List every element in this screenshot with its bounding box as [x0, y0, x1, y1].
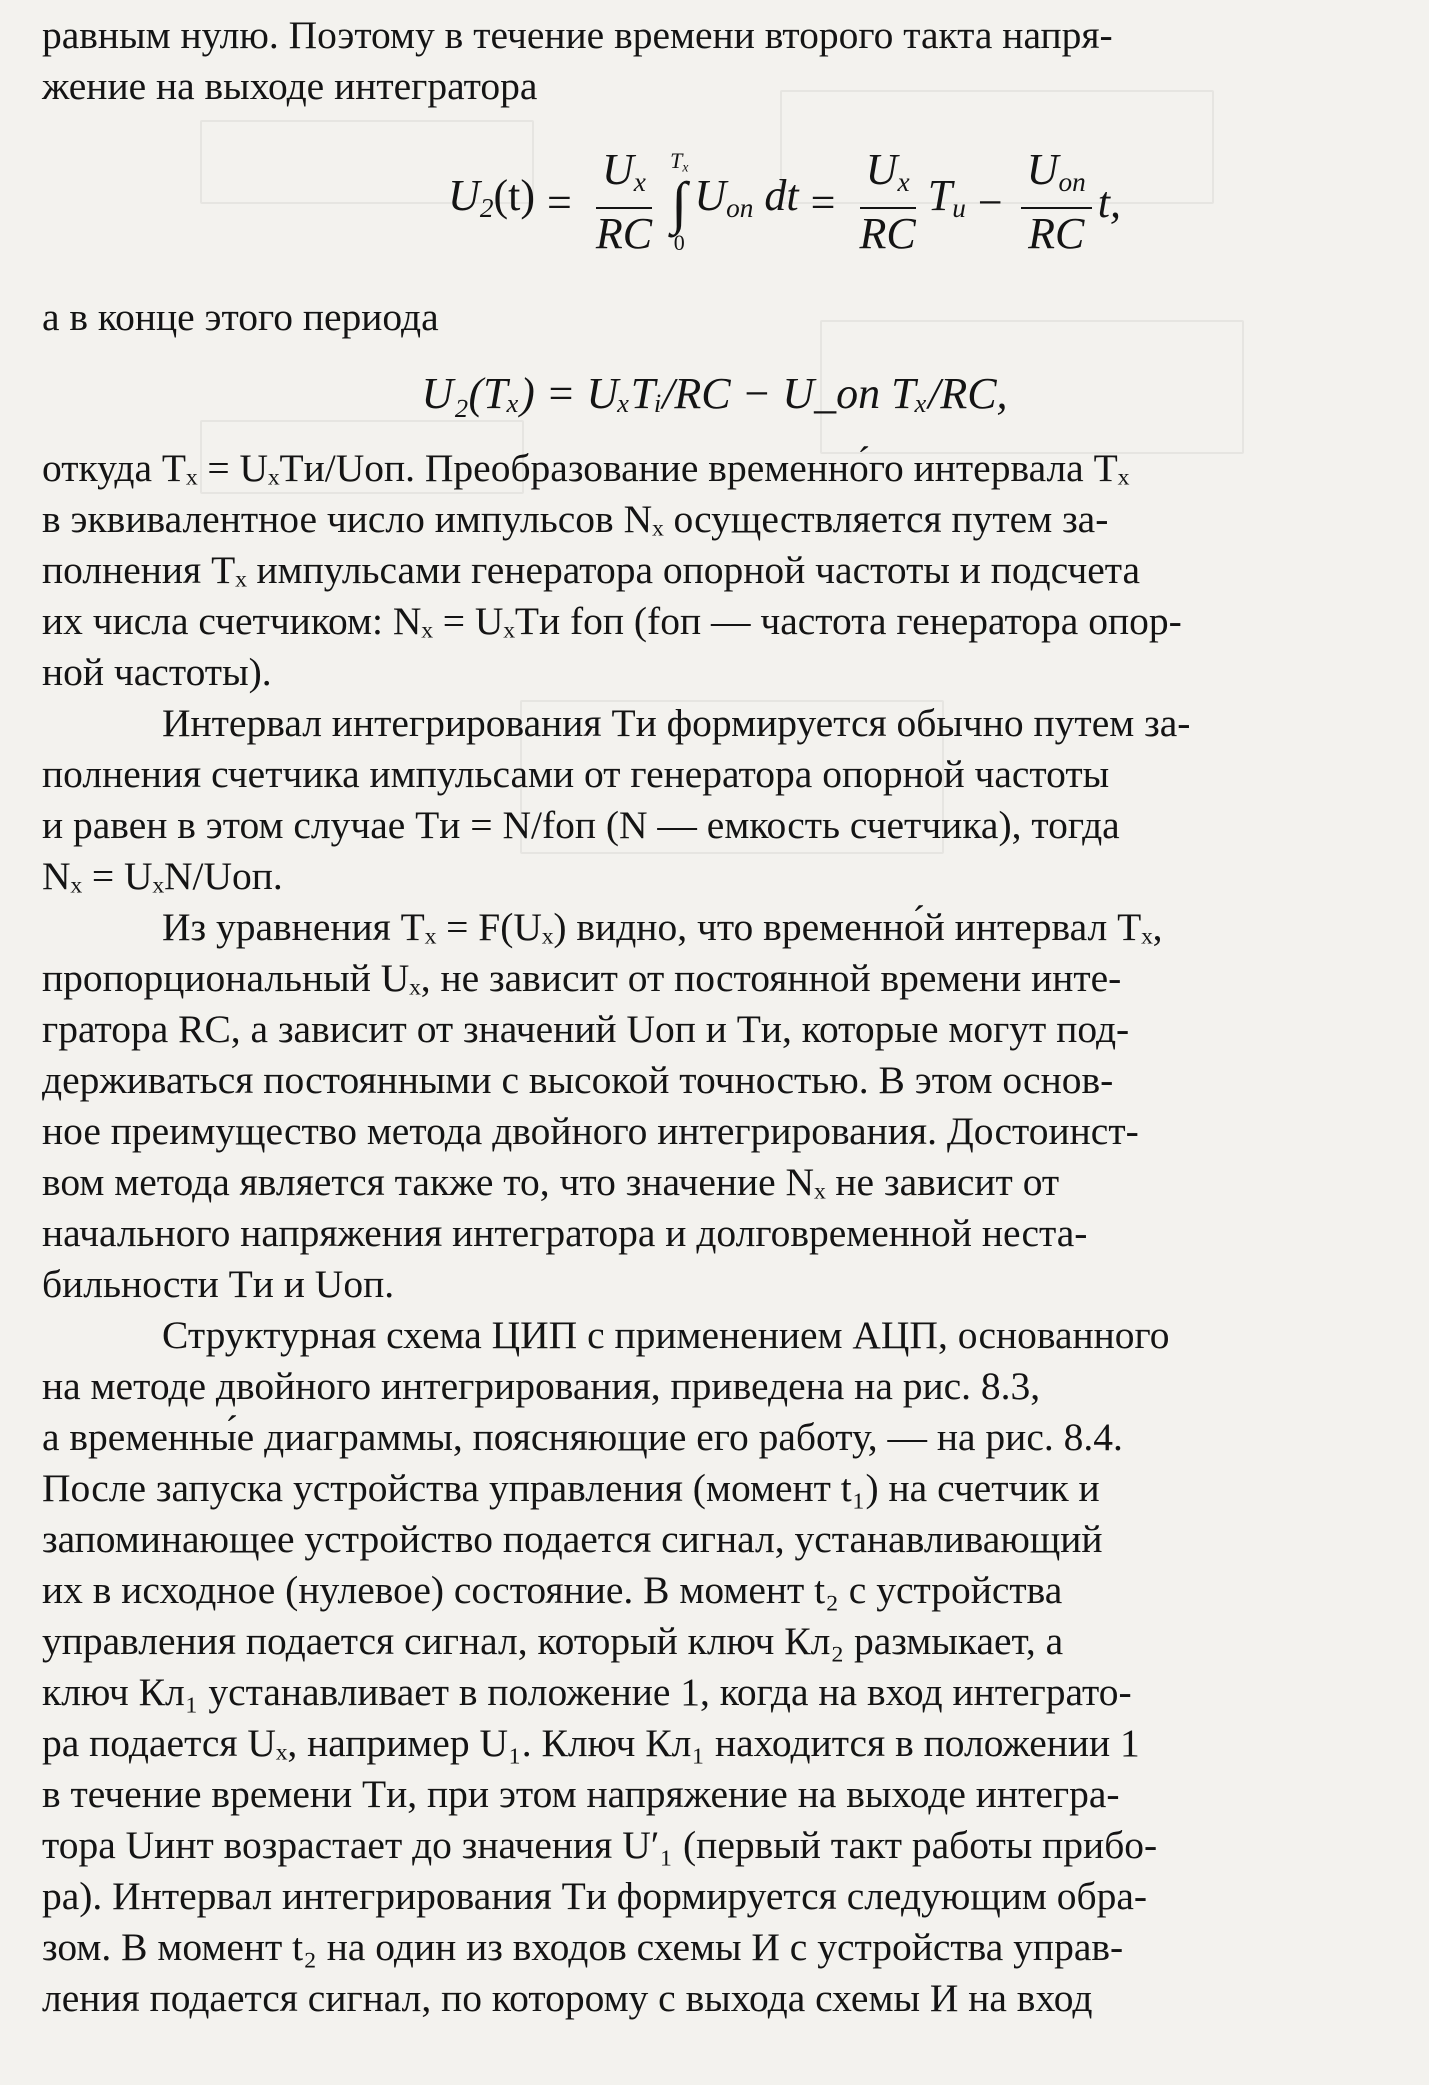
text-line: а в конце этого периода	[42, 295, 439, 339]
integrand: $U_{оп}$ dt	[694, 171, 799, 223]
text-line: жение на выходе интегратора	[42, 64, 538, 108]
text-line: ной частоты).	[42, 650, 272, 694]
text-line: и равен в этом случае Tи = N/fоп (N — емкость счетчика), тогда	[42, 803, 1120, 847]
document-page	[42, 10, 1387, 2024]
text-line: а временны́е диаграммы, поясняющие его работу, — на рис. 8.4.	[42, 1415, 1123, 1459]
equals-sign: =	[547, 177, 572, 227]
text-line: полнения Tₓ импульсами генератора опорной частоты и подсчета	[42, 548, 1141, 592]
text-line: запоминающее устройство подается сигнал, устанавливающий	[42, 1517, 1103, 1561]
text-line: в течение времени Tи, при этом напряжение на выходе интегра-	[42, 1772, 1120, 1816]
fraction: $\frac{U_{оп}}{RC}$	[1021, 145, 1092, 259]
text-line: равным нулю. Поэтому в течение времени второго такта напря-	[42, 13, 1113, 57]
text-line: ления подается сигнал, по которому с выхода схемы И на вход	[42, 1976, 1093, 2020]
text-line: бильности Tи и Uоп.	[42, 1262, 395, 1306]
text-line: их числа счетчиком: Nₓ = UₓTи fоп (fоп — частота генератора опор-	[42, 599, 1182, 643]
integral-sign: $T_x$ ∫ 0	[670, 147, 689, 256]
formula-lhs: $U_2(t)$	[448, 171, 535, 223]
text-line: Структурная схема ЦИП с применением АЦП, основанного	[162, 1313, 1170, 1357]
formula-end-of-period: U₂(Tₓ) = UₓTᵢ/RC − U_оп Tₓ/RC,	[421, 368, 1008, 418]
text-line: гратора RC, а зависит от значений Uоп и Tи, которые могут под-	[42, 1007, 1130, 1051]
fraction: $\frac{U_x}{RC}$	[595, 145, 653, 258]
formula-integrator-output	[42, 112, 1387, 292]
text-line: держиваться постоянными с высокой точностью. В этом основ-	[42, 1058, 1114, 1102]
text-line: полнения счетчика импульсами от генератора опорной частоты	[42, 752, 1110, 796]
fraction: $\frac{U_x}{RC}$	[859, 145, 916, 258]
text-line: После запуска устройства управления (момент t₁) на счетчик и	[42, 1466, 1100, 1510]
text-line: тора Uинт возрастает до значения U′₁ (первый такт работы прибо-	[42, 1823, 1158, 1867]
formula-term: t,	[1097, 177, 1121, 227]
text-line: управления подается сигнал, который ключ Кл₂ размыкает, а	[42, 1619, 1064, 1663]
text-line: в эквивалентное число импульсов Nₓ осуществляется путем за-	[42, 497, 1109, 541]
formula-term: $T_и$	[927, 171, 966, 223]
text-line: откуда Tₓ = UₓTи/Uоп. Преобразование временно́го интервала Tₓ	[42, 446, 1130, 490]
minus-sign: −	[977, 177, 1003, 227]
text-line: начального напряжения интегратора и долговременной неста-	[42, 1211, 1088, 1255]
equals-sign: =	[810, 177, 836, 227]
text-line: ра подается Uₓ, например U₁. Ключ Кл₁ находится в положении 1	[42, 1721, 1140, 1765]
text-line: Из уравнения Tₓ = F(Uₓ) видно, что временно́й интервал Tₓ,	[162, 905, 1163, 949]
text-line: зом. В момент t₂ на один из входов схемы И с устройства управ-	[42, 1925, 1124, 1969]
text-line: на методе двойного интегрирования, приведена на рис. 8.3,	[42, 1364, 1041, 1408]
text-line: пропорциональный Uₓ, не зависит от постоянной времени инте-	[42, 956, 1122, 1000]
text-line: их в исходное (нулевое) состояние. В момент t₂ с устройства	[42, 1568, 1063, 1612]
text-line: Интервал интегрирования Tи формируется обычно путем за-	[162, 701, 1191, 745]
text-line: Nₓ = UₓN/Uоп.	[42, 854, 283, 898]
text-line: вом метода является также то, что значение Nₓ не зависит от	[42, 1160, 1060, 1204]
text-line: ключ Кл₁ устанавливает в положение 1, когда на вход интеграто-	[42, 1670, 1132, 1714]
text-line: ра). Интервал интегрирования Tи формируется следующим обра-	[42, 1874, 1148, 1918]
text-line: ное преимущество метода двойного интегрирования. Достоинст-	[42, 1109, 1139, 1153]
